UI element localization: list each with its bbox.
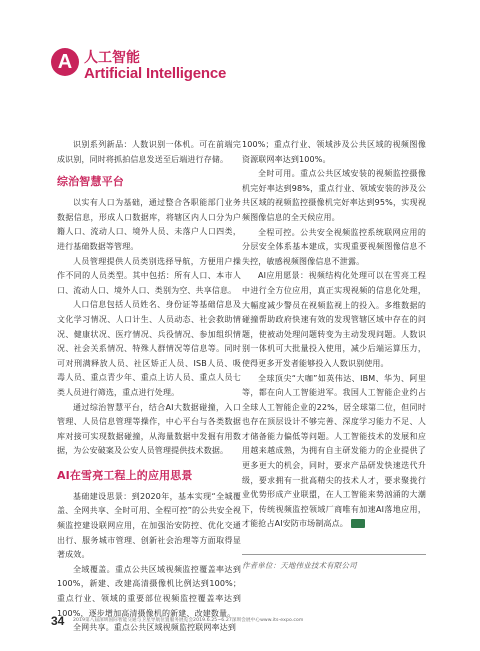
page-number: 34 <box>51 614 65 628</box>
paragraph: 通过综治智慧平台，结合AI大数据碰撞，入口管理、人员信息管理等操作，中心平台与各类数据库对接可实现数据碰撞，从海量数据中发掘有用数据，为公安破案及公安人员管理提供技术数据。 <box>57 402 241 456</box>
paragraph: 以实有人口为基础，通过整合各职能部门业务数据信息，形成人口数据库，将辖区内人口分为户籍人口、流动人口、境外人员、未落户人口四类，进行基础数据等管理。 <box>57 198 241 251</box>
paragraph: 识别系列新品：人数识别一体机。可在前端完成识别，同时将抓拍信息发送至后端进行存储。 <box>57 140 241 164</box>
section-badge: A <box>51 48 79 76</box>
paragraph: 全时可用。重点公共区域安装的视频监控摄像机完好率达到98%，重点行业、领域安装的涉及公共区域的视频监控摄像机完好率达到95%，实现视频图像信息的全天候应用。 <box>242 169 426 222</box>
paragraph: 100%；重点行业、领域涉及公共区域的视频图像资源联网率达到100%。 <box>242 140 426 164</box>
paragraph-text: 全球顶尖“大咖”如英伟达、IBM、华为、阿里等，都在向人工智能进军。我国人工智能企业约占全球人工智能企业的22%，居全球第二位，但同时也存在顶层设计不够完善、深度学习能力不足、人才储备能力偏低等问题。人工智能技术的发展和应用越来越成熟，为拥有自主研发能力的企业提供了更多更大的机会，同时，要求产品研发快速迭代升级，要求拥有一批高精尖的技术人才，要求聚拢行业优势形成产业联盟，在人工智能来势汹涌的大潮下，传统视频监控领域厂商唯有加速AI落地应用，才能抢占AI安防市场制高点。 <box>242 373 426 529</box>
section-title-chinese: 人工智能 <box>84 50 140 66</box>
end-mark-icon <box>351 519 365 528</box>
paragraph-with-end-mark <box>242 372 426 533</box>
paragraph: 全网共享。重点公共区域视频监控联网率达到 <box>73 623 236 633</box>
left-column <box>57 138 241 636</box>
right-column <box>242 138 426 574</box>
page-footer <box>51 614 441 628</box>
paragraph: 全域覆盖。重点公共区域视频监控覆盖率达到100%，新建、改建高清摄像机比例达到100%；重点行业、领域的重要部位视频监控覆盖率达到100%，逐步增加高清摄像机的新建、改建数量。 <box>57 564 241 618</box>
paragraph: 人口信息包括人员姓名、身份证等基础信息及文化学习情况、人口计生、人员动态、社会救助情况、健康状况、医疗情况、兵役情况、参加组织情况、社会关系情况、特殊人群情况等信息等。同时可对刑满释放人员、社区矫正人员、ISB人员、吸毒人员、重点青少年、重点上访人员、重点人员七类人员进行筛选，重点进行处理。 <box>57 300 241 397</box>
section-heading: 综治智慧平台 <box>57 175 124 189</box>
paragraph: 人员管理提供人员类别选择导航，方便用户操作不同的人员类型。其中包括：所有人口、本市人口、流动人口、境外人口、类别为空、共享信息。 <box>57 256 241 295</box>
section-heading: AI在雪亮工程上的应用思景 <box>57 468 193 482</box>
author-affiliation: 作者单位：天地伟业技术有限公司 <box>242 554 426 574</box>
section-title-english: Artificial Intelligence <box>84 65 227 82</box>
paragraph: AI应用愿景：视频结构化处理可以在雪亮工程中进行全方位应用，真正实现视频的信息化处理，大幅度减少警员在视频监视上的投入。多维数据的碰撞帮助政府快速有效的发现管辖区域中存在的问题，使被动处理问题转变为主动发现问题。人数识别一体机可大批量投入使用，减少后端运算压力，使得更多开发者能够投入人数识别使用。 <box>242 271 426 368</box>
footer-text: 2019第八届深圳国际智能交通与卫星导航位置服务展览会2019.6.25~6.27深圳会展中心www.its-expo.com <box>73 618 304 623</box>
paragraph: 基础建设思景：到2020年，基本实现“全城覆盖、全网共享、全时可用、全程可控”的公共安全视频监控建设联网应用，在加强治安防控、优化交通出行、服务城市管理、创新社会治理等方面取得显著成效。 <box>57 491 241 560</box>
paragraph: 全程可控。公共安全视频监控系统联网应用的分层安全体系基本建成，实现重要视频图像信息不失控，敏感视频图像信息不泄露。 <box>242 227 426 266</box>
page-header <box>51 48 351 88</box>
